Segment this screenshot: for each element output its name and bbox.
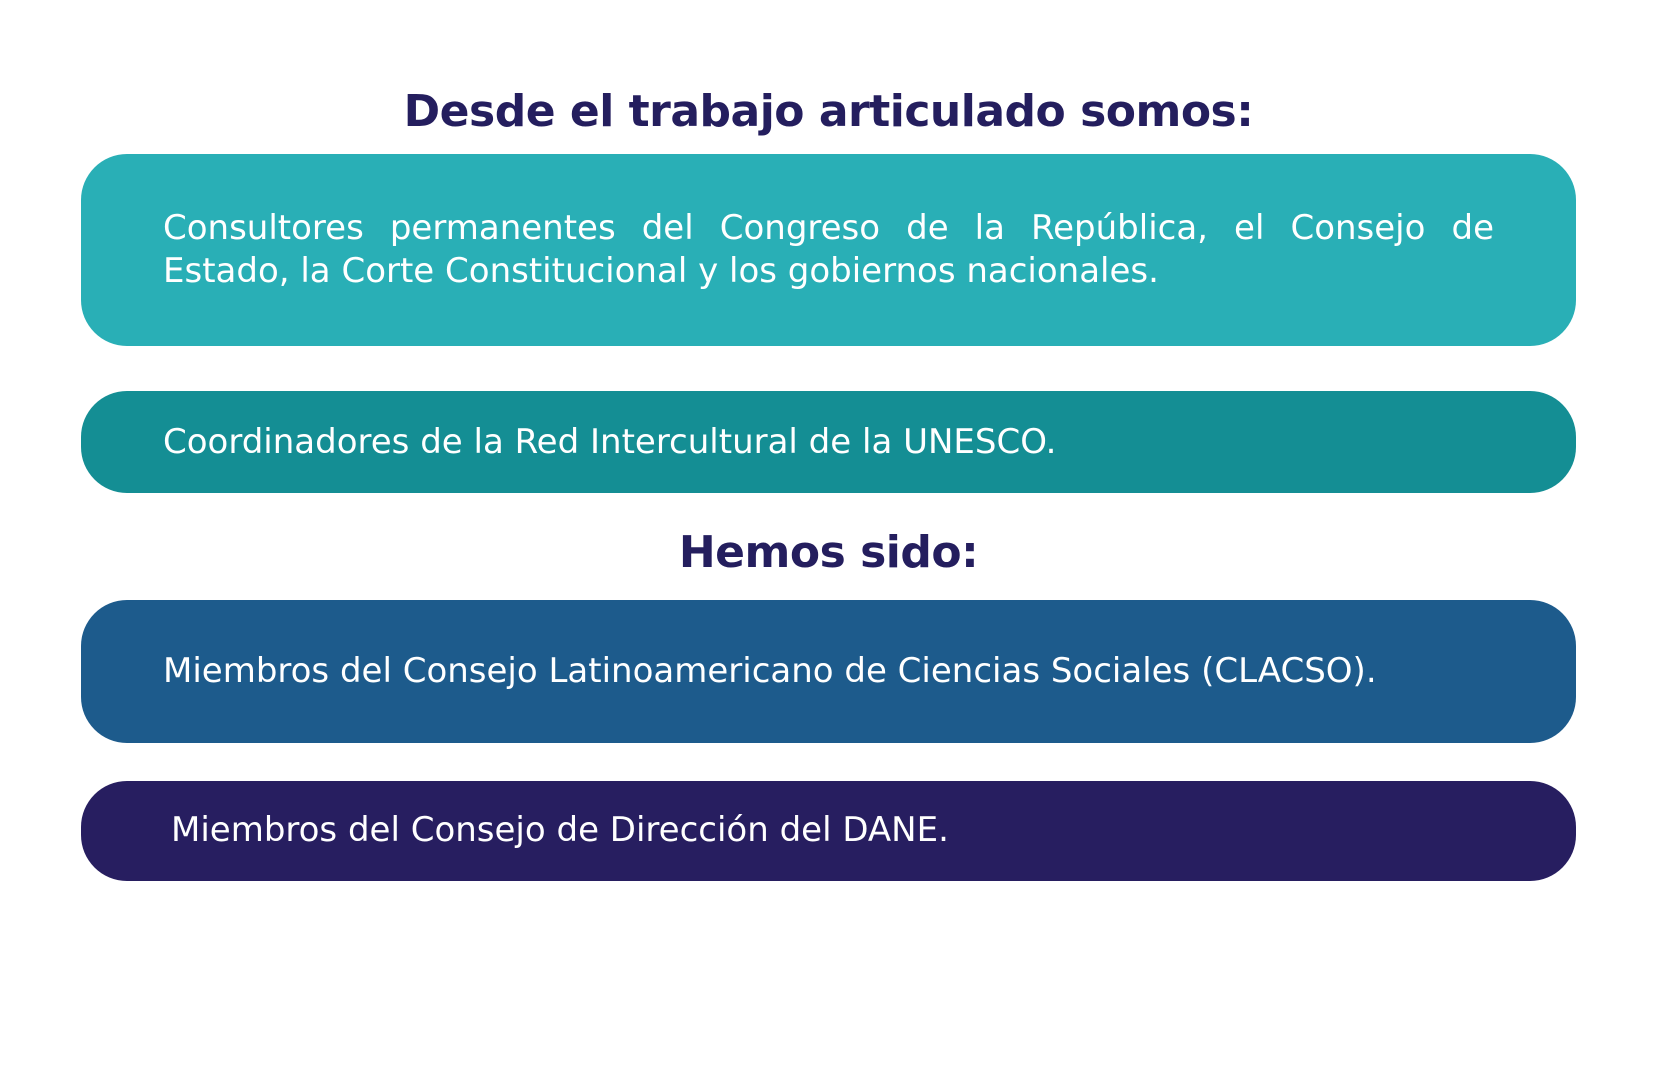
statement-text-unesco: Coordinadores de la Red Intercultural de la UNESCO. [163, 421, 1057, 462]
statement-text-dane: Miembros del Consejo de Dirección del DANE. [171, 810, 949, 851]
statement-bar-consultants [81, 154, 1576, 346]
statement-bar-unesco [81, 391, 1576, 493]
section-heading-history: Hemos sido: [678, 527, 979, 579]
statement-text-clacso: Miembros del Consejo Latinoamericano de Ciencias Sociales (CLACSO). [163, 650, 1377, 691]
statement-text-consultants: Consultores permanentes del Congreso de la República, el Consejo de Estado, la Corte Constitucional y los gobiernos nacionales. [163, 207, 1494, 292]
section-heading-work: Desde el trabajo articulado somos: [403, 86, 1254, 137]
statement-bar-dane [81, 781, 1576, 881]
statement-bar-clacso [81, 600, 1576, 743]
